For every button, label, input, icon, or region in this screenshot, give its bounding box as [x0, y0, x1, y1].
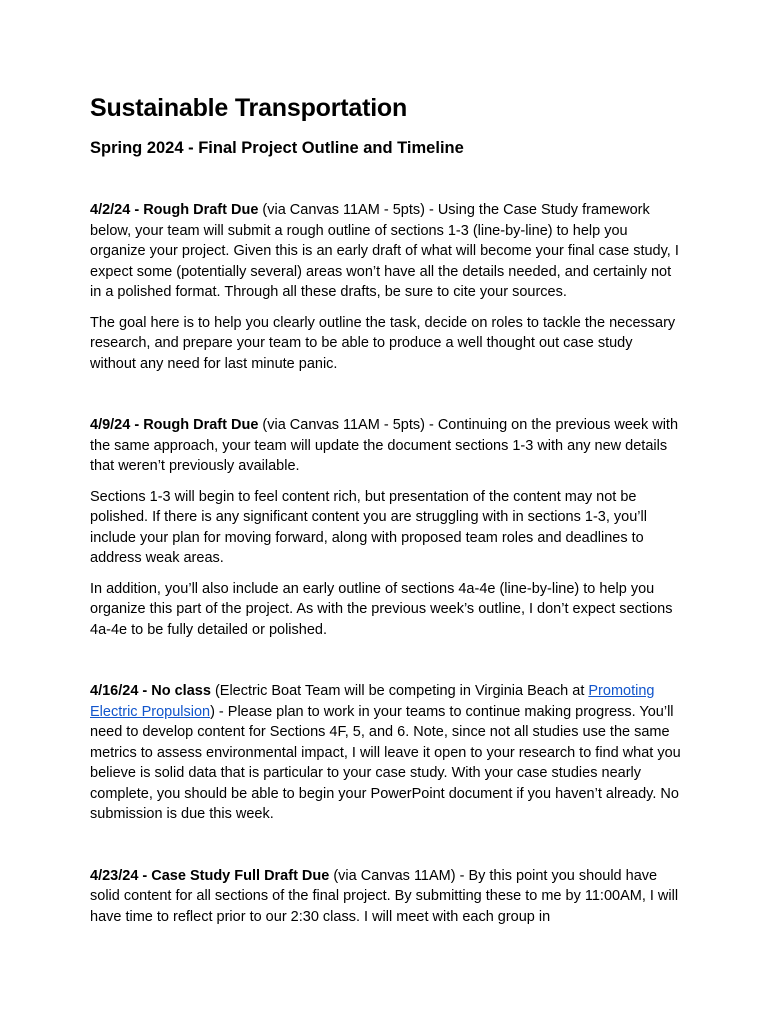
entry-paragraph: [90, 866, 682, 928]
entry-text: (via Canvas 11AM - 5pts) - Continuing on the previous week with the same approach, your team will update the document sections 1-3 with any new details that weren’t previously available.: [90, 417, 679, 474]
document-subtitle: Spring 2024 - Final Project Outline and Timeline: [90, 139, 464, 157]
entry-paragraph: The goal here is to help you clearly outline the task, decide on roles to tackle the necessary research, and prepare your team to be able to produce a well thought out case study without any need for last minute panic.: [90, 314, 676, 372]
entry-text: (Electric Boat Team will be competing in Virginia Beach at: [210, 683, 589, 699]
entry-heading: 4/16/24 - No class: [90, 683, 211, 699]
timeline-entry-4-2: [90, 200, 682, 374]
document-page: [90, 88, 682, 927]
promoting-electric-propulsion-link[interactable]: Promoting Electric Propulsion: [90, 683, 655, 720]
entry-heading: 4/23/24 - Case Study Full Draft Due: [90, 867, 330, 884]
entry-heading: 4/2/24 - Rough Draft Due: [90, 202, 259, 218]
timeline-entry-4-23: [90, 866, 682, 928]
entry-paragraph: [90, 200, 682, 303]
entry-paragraph: [90, 681, 682, 825]
document-title: Sustainable Transportation: [90, 94, 408, 122]
entry-text: (via Canvas 11AM - 5pts) - Using the Case Study framework below, your team will submit a rough outline of sections 1-3 (line-by-line) to help you organize your project. Given this is an early draft of what will become your final case study, I expect some (potentially several) areas won’t have all the details needed, and certainly not in a polished format. Through all these drafts, be sure to cite your sources.: [90, 202, 679, 300]
entry-paragraph: [90, 415, 682, 477]
entry-paragraph: Sections 1-3 will begin to feel content rich, but presentation of the content may not be polished. If there is any significant content you are struggling with in sections 1-3, you’ll include your plan for moving forward, along with proposed team roles and deadlines to address weak areas.: [90, 488, 647, 566]
timeline-entry-4-9: [90, 415, 682, 640]
entry-text: (via Canvas 11AM) - By this point you should have solid content for all sections of the final project. By submitting these to me by 11:00AM, I will have time to reflect prior to our 2:30 class. I will meet with each group in: [90, 867, 679, 925]
entry-text: ) - Please plan to work in your teams to continue making progress. You’ll need to develop content for Sections 4F, 5, and 6. Note, since not all studies use the same metrics to assess environmental impact, I will leave it open to your research to find what you believe is solid data that is particular to your case study. With your case studies nearly complete, you should be able to begin your PowerPoint document if you haven’t already. No submission is due this week.: [90, 703, 681, 822]
entry-paragraph: In addition, you’ll also include an early outline of sections 4a-4e (line-by-line) to help you organize this part of the project. As with the previous week’s outline, I don’t expect sections 4a-4e to be fully detailed or polished.: [90, 580, 673, 638]
timeline-entry-4-16: [90, 681, 682, 825]
entry-heading: 4/9/24 - Rough Draft Due: [90, 417, 259, 433]
